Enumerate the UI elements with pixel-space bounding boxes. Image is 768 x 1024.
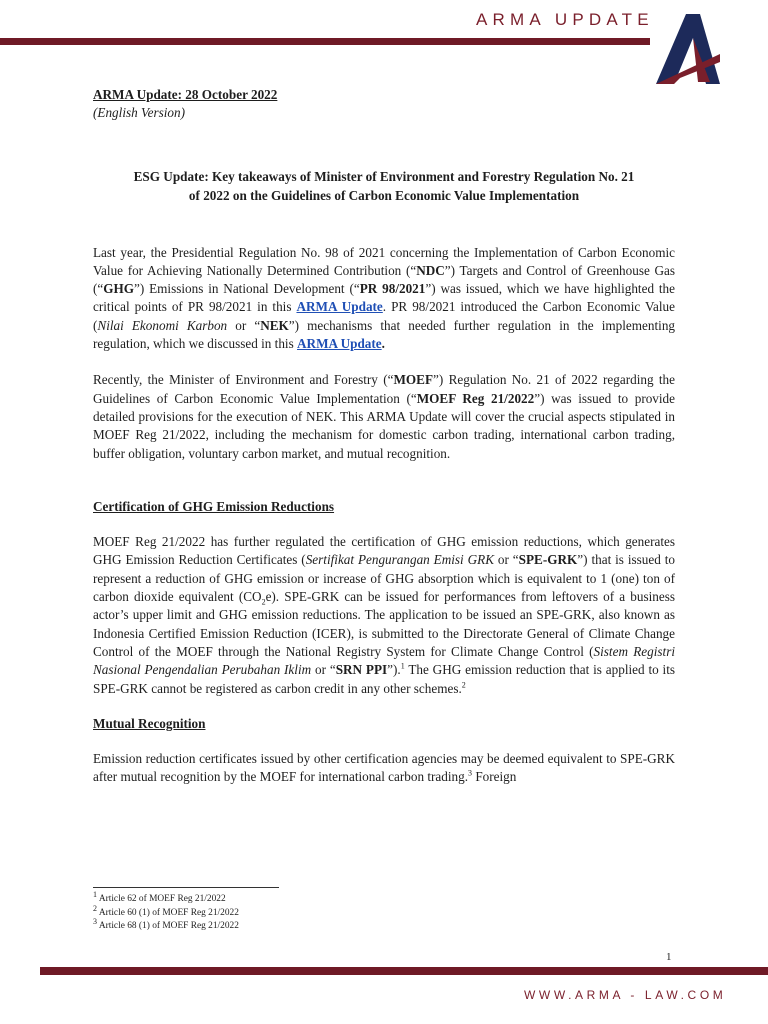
footnote-item (93, 916, 239, 934)
term-spe-grk: SPE-GRK (518, 552, 578, 568)
paragraph-2 (93, 371, 675, 462)
p3-text: or “ (311, 662, 336, 678)
p2-text: ”) was issued to provide detailed provisions for the execution of NEK. This ARMA Update will cover the crucial aspects stipulated in MOEF Reg 21/2022, including the mechanism for domestic carbon trading, international carbon trading, buffer obligation, voluntary carbon market, and mutual recognition. (93, 390, 676, 461)
term-nek-full: Nilai Ekonomi Karbon (97, 317, 228, 333)
p1-text: Last year, the Presidential Regulation No. 98 of 2021 concerning the Implementation of Carbon Economic Value for Achieving Nationally Determined Contribution (“ (93, 244, 675, 278)
paragraph-1 (93, 244, 675, 354)
footnote-number: 3 (93, 916, 97, 926)
p4-text: Foreign (472, 769, 517, 785)
term-srn-ppi: SRN PPI (335, 662, 388, 678)
section-heading-mutual-recognition: Mutual Recognition (93, 715, 206, 731)
p1-text: ”) was issued, which we have highlighted the critical points of PR 98/2021 in this (93, 281, 675, 315)
version-note: (English Version) (93, 105, 185, 121)
term-srn-full: Sistem Registri Nasional Pengendalian Perubahan Iklim (93, 643, 675, 678)
footnote-text: Article 68 (1) of MOEF Reg 21/2022 (97, 921, 239, 931)
p3-text: or “ (494, 552, 519, 568)
term-ghg: GHG (103, 281, 135, 297)
footnote-separator (93, 887, 279, 888)
header-bar (0, 38, 650, 45)
footnotes (93, 889, 239, 934)
footer-bar (40, 967, 768, 975)
paragraph-4 (93, 750, 675, 787)
p1-text: . PR 98/2021 introduced the Carbon Economic Value ( (93, 299, 675, 333)
term-nek: NEK (260, 317, 289, 333)
title-line-2: of 2022 on the Guidelines of Carbon Economic Value Implementation (188, 187, 580, 203)
p3-text: ”). (387, 662, 401, 678)
header-brand-text: ARMA UPDATE (476, 10, 654, 29)
p3-text: The GHG emission reduction that is applied to its SPE-GRK cannot be registered as carbon credit in any other schemes. (93, 662, 676, 696)
page-number: 1 (666, 951, 672, 963)
update-date: ARMA Update: 28 October 2022 (93, 87, 278, 102)
p3-text: MOEF Reg 21/2022 has further regulated the certification of GHG emission reductions, which generates GHG Emission Reduction Certificates ( (93, 534, 675, 568)
p1-text: ”) Targets and Control of Greenhouse Gas (“ (93, 262, 676, 297)
p4-text: Emission reduction certificates issued by other certification agencies may be deemed equivalent to SPE-GRK after mutual recognition by the MOEF for international carbon trading. (93, 751, 675, 785)
term-ndc: NDC (416, 262, 445, 278)
footnote-ref-1[interactable]: 1 (400, 661, 405, 671)
p2-text: Recently, the Minister of Environment and Forestry (“ (93, 372, 394, 388)
term-spe-grk-full: Sertifikat Pengurangan Emisi GRK (305, 552, 494, 568)
website-link[interactable]: WWW.ARMA - LAW.COM (524, 988, 727, 1002)
term-moef: MOEF (393, 372, 434, 388)
arma-update-link-1[interactable]: ARMA Update (296, 299, 383, 315)
footnote-text: Article 60 (1) of MOEF Reg 21/2022 (97, 907, 239, 918)
footnote-ref-3[interactable]: 3 (468, 769, 473, 779)
footnote-ref-2[interactable]: 2 (461, 680, 466, 690)
title-line-1: ESG Update: Key takeaways of Minister of Environment and Forestry Regulation No. 21 (133, 168, 635, 184)
arma-logo-icon (650, 12, 722, 86)
footnote-number: 2 (93, 903, 97, 913)
footnote-item (93, 903, 239, 921)
section-heading-certification: Certification of GHG Emission Reductions (93, 498, 335, 514)
document-title (93, 167, 675, 205)
term-moef-reg: MOEF Reg 21/2022 (416, 390, 535, 406)
p3-text: e). SPE-GRK can be issued for performances from leftovers of a business actor’s upper limit and GHG emission reductions. The application to be issued an SPE-GRK, also known as Indonesia Certified Emission Reduction (ICER), is submitted to the Directorate General of Climate Change Control of the MOEF through the National Registry System for Climate Change Control ( (93, 589, 675, 659)
footnote-item (93, 889, 239, 907)
p1-text: . (381, 336, 385, 352)
co2-subscript: 2 (261, 597, 266, 607)
p1-text: or “ (227, 317, 261, 333)
p2-text: ”) Regulation No. 21 of 2022 regarding the Guidelines of Carbon Economic Value Implementation (“ (93, 372, 675, 406)
footnote-number: 1 (93, 889, 97, 899)
version-text: English Version (97, 105, 181, 121)
document-body (93, 86, 675, 787)
p1-text: ”) Emissions in National Development (“ (134, 281, 360, 297)
term-pr98: PR 98/2021 (359, 281, 426, 297)
paragraph-3 (93, 533, 675, 698)
p1-text: ”) mechanisms that needed further regulation in the implementing regulation, which we discussed in this (93, 317, 676, 352)
p3-text: ”) that is issued to represent a reduction of GHG emission or increase of GHG absorption which is equivalent to 1 (one) ton of carbon dioxide equivalent (CO (93, 552, 675, 605)
arma-update-link-2[interactable]: ARMA Update (297, 336, 382, 352)
footnote-text: Article 62 of MOEF Reg 21/2022 (97, 894, 226, 904)
